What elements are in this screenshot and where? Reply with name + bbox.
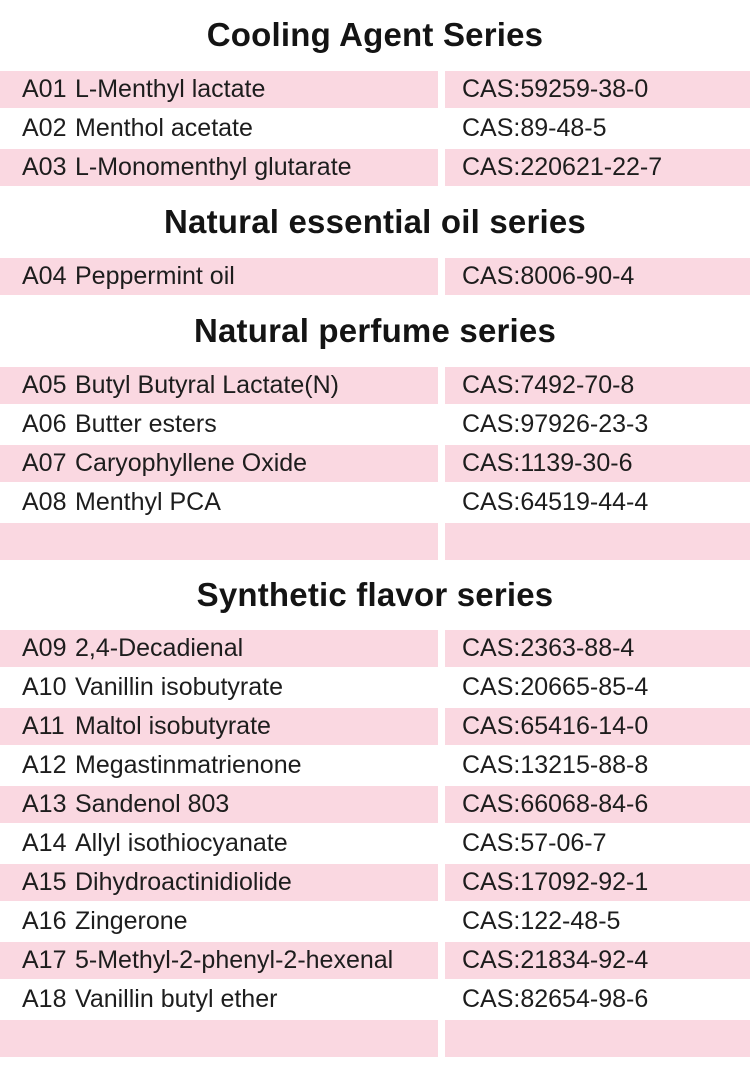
product-code: A05 bbox=[22, 371, 67, 399]
product-name: L-Monomenthyl glutarate bbox=[75, 153, 352, 181]
table-row bbox=[0, 902, 750, 941]
product-code: A08 bbox=[22, 488, 67, 516]
product-cell-cas bbox=[445, 786, 750, 823]
product-name: Menthyl PCA bbox=[75, 488, 221, 516]
table-row bbox=[0, 824, 750, 863]
product-cell-left bbox=[0, 786, 438, 823]
series-title: Cooling Agent Series bbox=[206, 16, 544, 53]
product-cell-cas bbox=[445, 367, 750, 404]
product-cas-number: CAS:20665-85-4 bbox=[462, 673, 649, 701]
product-cas-number: CAS:97926-23-3 bbox=[462, 410, 649, 438]
product-code: A11 bbox=[22, 712, 65, 740]
product-cell-left bbox=[0, 903, 438, 940]
series-section bbox=[0, 187, 750, 296]
table-row bbox=[0, 257, 750, 296]
series-rows bbox=[0, 629, 750, 1058]
product-name: Vanillin butyl ether bbox=[75, 985, 278, 1013]
product-cell-left bbox=[0, 825, 438, 862]
product-code: A18 bbox=[22, 985, 67, 1013]
series-section bbox=[0, 561, 750, 1058]
product-cell-left bbox=[0, 669, 438, 706]
product-cas-number: CAS:82654-98-6 bbox=[462, 985, 649, 1013]
product-cas-number: CAS:13215-88-8 bbox=[462, 751, 649, 779]
product-name: L-Menthyl lactate bbox=[75, 75, 266, 103]
series-title: Natural essential oil series bbox=[164, 203, 586, 240]
product-name: 5-Methyl-2-phenyl-2-hexenal bbox=[75, 946, 394, 974]
product-cell-cas bbox=[445, 708, 750, 745]
product-name: Butyl Butyral Lactate(N) bbox=[75, 371, 339, 399]
series-rows bbox=[0, 257, 750, 296]
product-code: A12 bbox=[22, 751, 67, 779]
product-code: A04 bbox=[22, 262, 67, 290]
product-cas-number: CAS:59259-38-0 bbox=[462, 75, 649, 103]
product-code: A02 bbox=[22, 114, 67, 142]
product-cell-cas bbox=[445, 445, 750, 482]
product-cell-left bbox=[0, 981, 438, 1018]
product-cell-left bbox=[0, 747, 438, 784]
product-code: A10 bbox=[22, 673, 67, 701]
series-section bbox=[0, 0, 750, 187]
product-name: Megastinmatrienone bbox=[75, 751, 302, 779]
product-name: Dihydroactinidiolide bbox=[75, 868, 292, 896]
table-row bbox=[0, 444, 750, 483]
product-name: Maltol isobutyrate bbox=[75, 712, 271, 740]
product-cas-number: CAS:65416-14-0 bbox=[462, 712, 649, 740]
table-row bbox=[0, 366, 750, 405]
product-name: Sandenol 803 bbox=[75, 790, 230, 818]
product-cell-cas bbox=[445, 1020, 750, 1057]
product-code: A13 bbox=[22, 790, 67, 818]
product-cell-left bbox=[0, 630, 438, 667]
product-code: A09 bbox=[22, 634, 67, 662]
table-row bbox=[0, 980, 750, 1019]
series-rows bbox=[0, 366, 750, 561]
product-cas-number: CAS:122-48-5 bbox=[462, 907, 621, 935]
product-cell-left bbox=[0, 523, 438, 560]
product-code: A16 bbox=[22, 907, 67, 935]
product-cell-left bbox=[0, 1020, 438, 1057]
table-row bbox=[0, 405, 750, 444]
product-code: A15 bbox=[22, 868, 67, 896]
table-row bbox=[0, 629, 750, 668]
product-name: 2,4-Decadienal bbox=[75, 634, 244, 662]
table-row-empty bbox=[0, 522, 750, 561]
product-cell-left bbox=[0, 708, 438, 745]
product-cas-number: CAS:1139-30-6 bbox=[462, 449, 633, 477]
product-name: Zingerone bbox=[75, 907, 188, 935]
product-cell-cas bbox=[445, 747, 750, 784]
product-cell-left bbox=[0, 445, 438, 482]
series-rows bbox=[0, 70, 750, 187]
product-cell-left bbox=[0, 149, 438, 186]
product-code: A14 bbox=[22, 829, 67, 857]
product-cell-cas bbox=[445, 825, 750, 862]
product-cell-cas bbox=[445, 71, 750, 108]
product-cell-left bbox=[0, 110, 438, 147]
product-code: A06 bbox=[22, 410, 67, 438]
series-header bbox=[0, 0, 750, 70]
table-row bbox=[0, 863, 750, 902]
product-cell-left bbox=[0, 864, 438, 901]
product-cell-cas bbox=[445, 484, 750, 521]
product-cas-number: CAS:8006-90-4 bbox=[462, 262, 635, 290]
product-cas-number: CAS:17092-92-1 bbox=[462, 868, 649, 896]
product-cell-cas bbox=[445, 942, 750, 979]
table-row bbox=[0, 109, 750, 148]
product-name: Peppermint oil bbox=[75, 262, 235, 290]
product-cas-number: CAS:220621-22-7 bbox=[462, 153, 663, 181]
product-cell-left bbox=[0, 406, 438, 443]
product-cell-cas bbox=[445, 110, 750, 147]
series-title: Synthetic flavor series bbox=[196, 576, 554, 613]
product-name: Caryophyllene Oxide bbox=[75, 449, 308, 477]
table-row bbox=[0, 785, 750, 824]
product-cell-cas bbox=[445, 669, 750, 706]
product-cell-left bbox=[0, 258, 438, 295]
table-row-empty bbox=[0, 1019, 750, 1058]
product-cell-cas bbox=[445, 149, 750, 186]
product-code: A01 bbox=[22, 75, 67, 103]
product-code: A17 bbox=[22, 946, 67, 974]
table-row bbox=[0, 707, 750, 746]
series-header bbox=[0, 296, 750, 366]
table-row bbox=[0, 941, 750, 980]
table-row bbox=[0, 70, 750, 109]
product-cell-cas bbox=[445, 406, 750, 443]
product-cell-cas bbox=[445, 981, 750, 1018]
product-cas-number: CAS:57-06-7 bbox=[462, 829, 607, 857]
product-name: Menthol acetate bbox=[75, 114, 253, 142]
product-cas-number: CAS:2363-88-4 bbox=[462, 634, 635, 662]
product-code: A07 bbox=[22, 449, 67, 477]
product-cell-left bbox=[0, 71, 438, 108]
product-name: Butter esters bbox=[75, 410, 217, 438]
series-header bbox=[0, 561, 750, 629]
product-code: A03 bbox=[22, 153, 67, 181]
table-row bbox=[0, 483, 750, 522]
product-cas-number: CAS:66068-84-6 bbox=[462, 790, 649, 818]
product-cell-cas bbox=[445, 258, 750, 295]
product-cell-cas bbox=[445, 864, 750, 901]
product-cell-cas bbox=[445, 630, 750, 667]
product-cas-number: CAS:64519-44-4 bbox=[462, 488, 649, 516]
series-section bbox=[0, 296, 750, 561]
product-name: Vanillin isobutyrate bbox=[75, 673, 283, 701]
product-name: Allyl isothiocyanate bbox=[75, 829, 288, 857]
product-cas-number: CAS:21834-92-4 bbox=[462, 946, 649, 974]
product-cell-left bbox=[0, 942, 438, 979]
product-cell-left bbox=[0, 367, 438, 404]
product-cell-cas bbox=[445, 903, 750, 940]
product-cell-left bbox=[0, 484, 438, 521]
table-row bbox=[0, 148, 750, 187]
series-title: Natural perfume series bbox=[193, 312, 557, 349]
table-row bbox=[0, 668, 750, 707]
table-row bbox=[0, 746, 750, 785]
series-header bbox=[0, 187, 750, 257]
product-cas-number: CAS:89-48-5 bbox=[462, 114, 607, 142]
product-cell-cas bbox=[445, 523, 750, 560]
product-cas-number: CAS:7492-70-8 bbox=[462, 371, 635, 399]
